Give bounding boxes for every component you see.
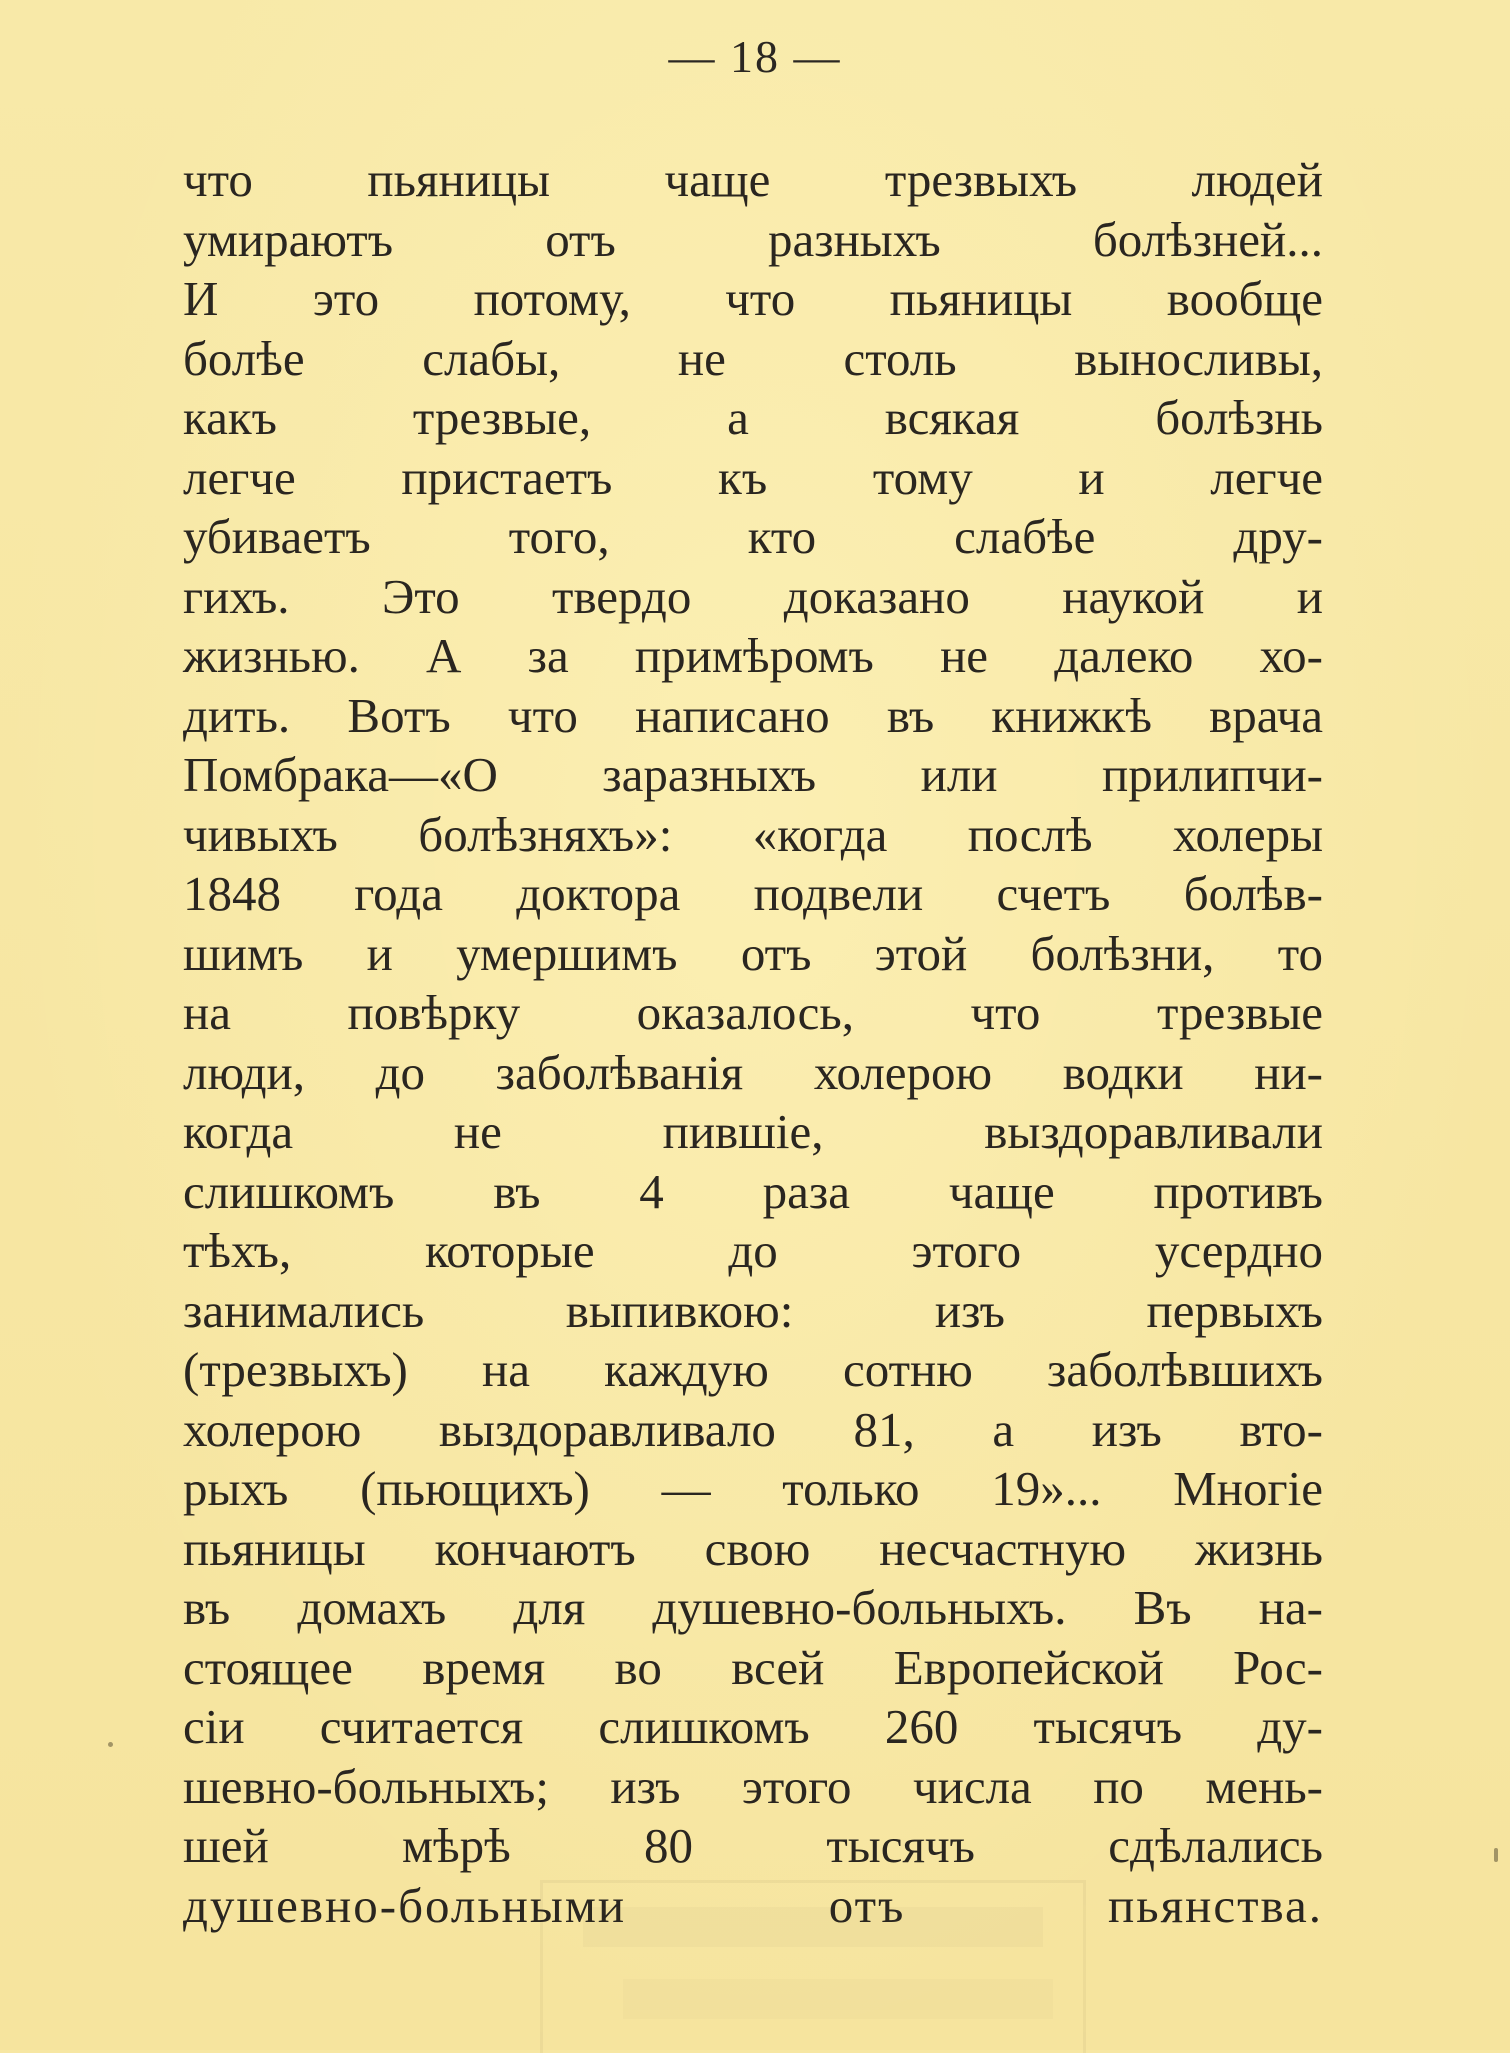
text-line: какъ трезвые, а всякая болѣзнь	[183, 390, 1323, 445]
text-line: (трезвыхъ) на каждую сотню заболѣвшихъ	[183, 1342, 1323, 1397]
text-line: рыхъ (пьющихъ) — только 19»... Многіе	[183, 1461, 1323, 1516]
text-line: когда не пившіе, выздоравливали	[183, 1104, 1323, 1159]
text-line: душевно-больными отъ пьянства.	[183, 1877, 1323, 1933]
text-line: И это потому, что пьяницы вообще	[183, 271, 1323, 326]
text-line: Помбрака—«О заразныхъ или прилипчи-	[183, 747, 1323, 802]
stamp-band	[623, 1979, 1053, 2019]
text-line: на повѣрку оказалось, что трезвые	[183, 985, 1323, 1040]
paper-speck	[108, 1742, 113, 1747]
text-line: пьяницы кончаютъ свою несчастную жизнь	[183, 1520, 1323, 1576]
text-line: гихъ. Это твердо доказано наукой и	[183, 568, 1323, 624]
stamp-band	[583, 1907, 1043, 1947]
text-line: 1848 года доктора подвели счетъ болѣв-	[183, 866, 1323, 921]
text-line: убиваетъ того, кто слабѣе дру-	[183, 509, 1323, 564]
text-line: сіи считается слишкомъ 260 тысячъ ду-	[183, 1699, 1323, 1754]
text-line: тѣхъ, которые до этого усердно	[183, 1223, 1323, 1278]
text-line: дить. Вотъ что написано въ книжкѣ врача	[183, 687, 1323, 743]
text-line: въ домахъ для душевно-больныхъ. Въ на-	[183, 1580, 1323, 1635]
text-line: умираютъ отъ разныхъ болѣзней...	[183, 211, 1323, 267]
text-line: холерою выздоравливало 81, а изъ вто-	[183, 1401, 1323, 1457]
body-text	[183, 150, 1323, 1935]
text-line: жизнью. А за примѣромъ не далеко хо-	[183, 628, 1323, 683]
text-line: чивыхъ болѣзняхъ»: «когда послѣ холеры	[183, 806, 1323, 862]
text-line: слишкомъ въ 4 раза чаще противъ	[183, 1163, 1323, 1219]
text-line: шей мѣрѣ 80 тысячъ сдѣлались	[183, 1818, 1323, 1873]
paper-speck	[1494, 1848, 1498, 1862]
text-line: болѣе слабы, не столь выносливы,	[183, 330, 1323, 386]
text-line: шевно-больныхъ; изъ этого числа по мень-	[183, 1758, 1323, 1814]
text-line: стоящее время во всей Европейской Рос-	[183, 1639, 1323, 1695]
text-line: что пьяницы чаще трезвыхъ людей	[183, 152, 1323, 207]
text-line: шимъ и умершимъ отъ этой болѣзни, то	[183, 925, 1323, 981]
show-through-stamp	[540, 1880, 1086, 2053]
page-number: — 18 —	[668, 31, 842, 82]
text-line: люди, до заболѣванія холерою водки ни-	[183, 1044, 1323, 1100]
text-line: легче пристаетъ къ тому и легче	[183, 449, 1323, 505]
text-line: занимались выпивкою: изъ первыхъ	[183, 1282, 1323, 1338]
